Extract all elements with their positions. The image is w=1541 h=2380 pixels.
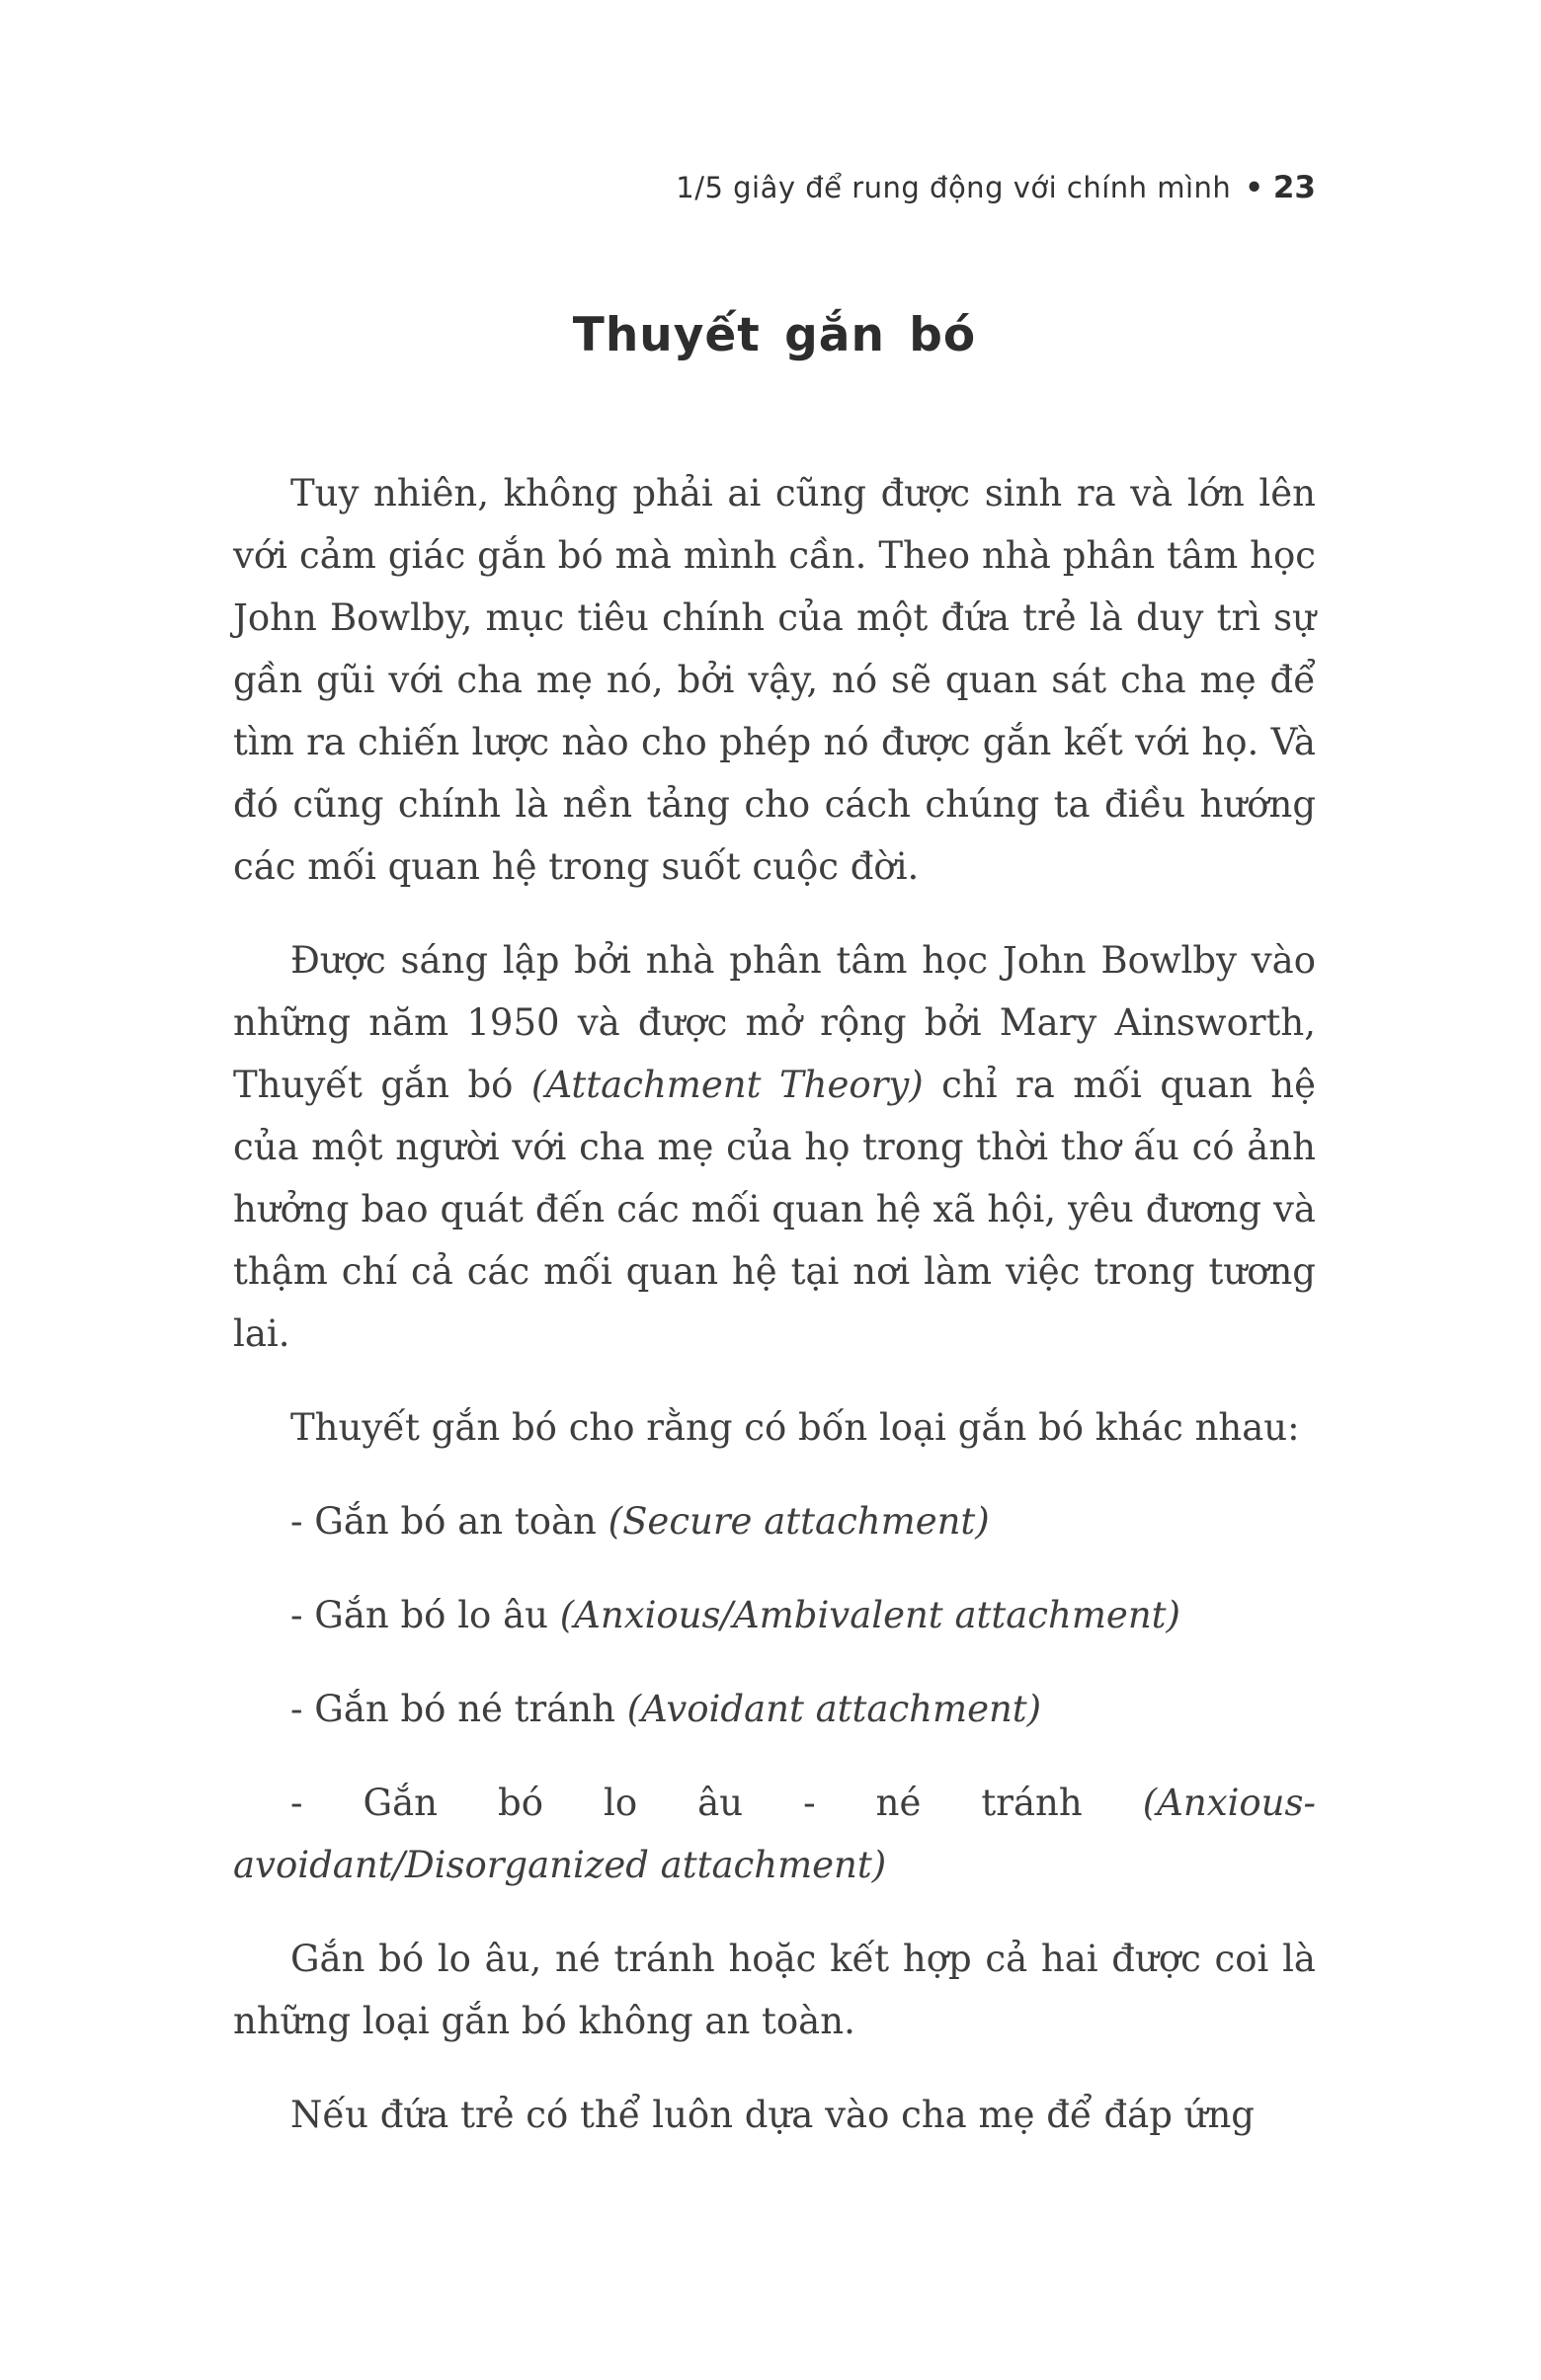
list-item-anxious-label: - Gắn bó lo âu [290, 1594, 560, 1636]
paragraph-5: Nếu đứa trẻ có thể luôn dựa vào cha mẹ để đáp ứng [290, 2094, 1255, 2136]
list-item-anxious [233, 1584, 1316, 1646]
page-header [233, 170, 1316, 205]
list-item-anxious-term: (Anxious/Ambivalent attachment) [559, 1594, 1180, 1636]
list-item-avoidant-label: - Gắn bó né tránh [290, 1688, 627, 1730]
page-number: 23 [1272, 170, 1316, 205]
paragraph-1: Tuy nhiên, không phải ai cũng được sinh ra và lớn lên với cảm giác gắn bó mà mình cần. Theo nhà phân tâm học John Bowlby, mục tiêu chính của một đứa trẻ là duy trì sự gần gũi với cha mẹ nó, bởi vậy, nó sẽ quan sát cha mẹ để tìm ra chiến lược nào cho phép nó được gắn kết với họ. Và đó cũng chính là nền tảng cho cách chúng ta điều hướng các mối quan hệ trong suốt cuộc đời. [233, 472, 1316, 888]
list-item-secure-label: - Gắn bó an toàn [290, 1500, 608, 1543]
chapter-title: Thuyết gắn bó [572, 308, 977, 362]
paragraph-2-term: (Attachment Theory) [530, 1064, 924, 1106]
paragraph-2-text-before: Được sáng lập bởi nhà phân tâm học John Bowlby vào những năm 1950 và được mở rộng bởi Mary Ainsworth, Thuyết gắn bó [233, 939, 1316, 1106]
paragraph-2 [233, 929, 1316, 1365]
running-title: 1/5 giây để rung động với chính mình [676, 171, 1232, 204]
list-item-secure [233, 1490, 1316, 1552]
paragraph-3: Thuyết gắn bó cho rằng có bốn loại gắn bó khác nhau: [290, 1406, 1300, 1449]
paragraph-4: Gắn bó lo âu, né tránh hoặc kết hợp cả hai được coi là những loại gắn bó không an toàn. [233, 1938, 1316, 2042]
header-separator-dot: • [1245, 171, 1263, 204]
list-item-anxious-avoidant [233, 1772, 1316, 1896]
body-text [233, 462, 1316, 2146]
paragraph-2-text-after: chỉ ra mối quan hệ của một người với cha mẹ của họ trong thời thơ ấu có ảnh hưởng bao quát đến các mối quan hệ xã hội, yêu đương và thậm chí cả các mối quan hệ tại nơi làm việc trong tương lai. [233, 1064, 1317, 1355]
list-item-avoidant [233, 1678, 1316, 1740]
list-item-anxious-avoidant-term: (Anxious-avoidant/Disorganized attachment) [233, 1782, 1316, 1886]
list-item-avoidant-term: (Avoidant attachment) [626, 1688, 1042, 1730]
list-item-secure-term: (Secure attachment) [608, 1500, 990, 1543]
list-item-anxious-avoidant-label: - Gắn bó lo âu - né tránh [290, 1782, 1143, 1824]
page-content [233, 170, 1316, 2146]
